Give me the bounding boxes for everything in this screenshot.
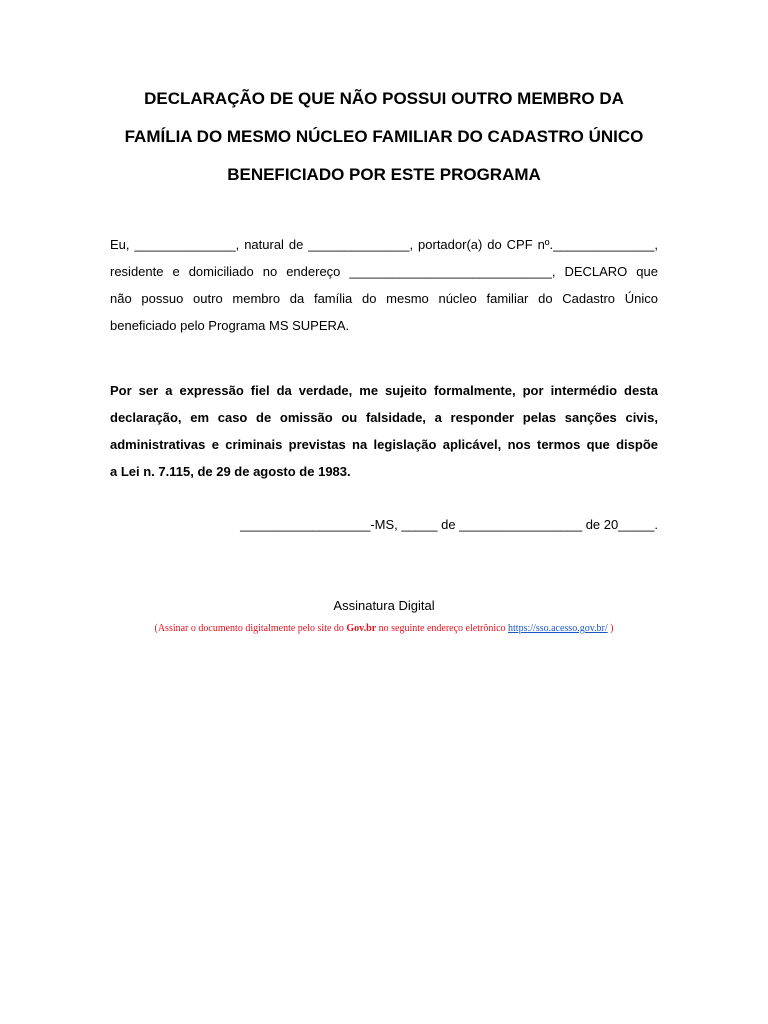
signature-label: Assinatura Digital xyxy=(333,598,435,613)
title-line-2: FAMÍLIA DO MESMO NÚCLEO FAMILIAR DO CADASTRO ÚNICO xyxy=(124,127,644,146)
title-line-1: DECLARAÇÃO DE QUE NÃO POSSUI OUTRO MEMBRO DA xyxy=(144,89,624,108)
document-title xyxy=(110,80,658,194)
legal-line-4: a Lei n. 7.115, de 29 de agosto de 1983. xyxy=(110,464,351,479)
legal-line-2: declaração, em caso de omissão ou falsidade, a responder pelas sanções civis, xyxy=(110,410,658,425)
declaration-line-1: Eu, ______________, natural de ______________, portador(a) do CPF nº.______________, xyxy=(110,237,658,252)
legal-line-3: administrativas e criminais previstas na legislação aplicável, nos termos que dispõe xyxy=(110,437,658,452)
declaration-paragraph xyxy=(110,231,658,339)
document-page xyxy=(110,80,658,634)
legal-statement-paragraph xyxy=(110,377,658,485)
signature-instructions xyxy=(90,623,678,634)
govbr-link[interactable]: https://sso.acesso.gov.br/ xyxy=(508,623,608,634)
signature-note-suffix: ) xyxy=(607,623,614,634)
declaration-line-2: residente e domiciliado no endereço ____________________________, DECLARO que xyxy=(110,264,658,279)
signature-note-prefix: (Assinar o documento digitalmente pelo site do xyxy=(154,623,347,634)
signature-note-middle: no seguinte endereço eletrônico xyxy=(376,623,509,634)
place-date-line: __________________-MS, _____ de _________________ de 20_____. xyxy=(240,517,658,532)
declaration-line-3: não possuo outro membro da família do mesmo núcleo familiar do Cadastro Único xyxy=(110,291,658,306)
signature-note-govbr: Gov.br xyxy=(346,623,377,634)
legal-line-1: Por ser a expressão fiel da verdade, me sujeito formalmente, por intermédio desta xyxy=(110,383,658,398)
title-line-3: BENEFICIADO POR ESTE PROGRAMA xyxy=(227,165,541,184)
declaration-line-4: beneficiado pelo Programa MS SUPERA. xyxy=(110,318,350,333)
